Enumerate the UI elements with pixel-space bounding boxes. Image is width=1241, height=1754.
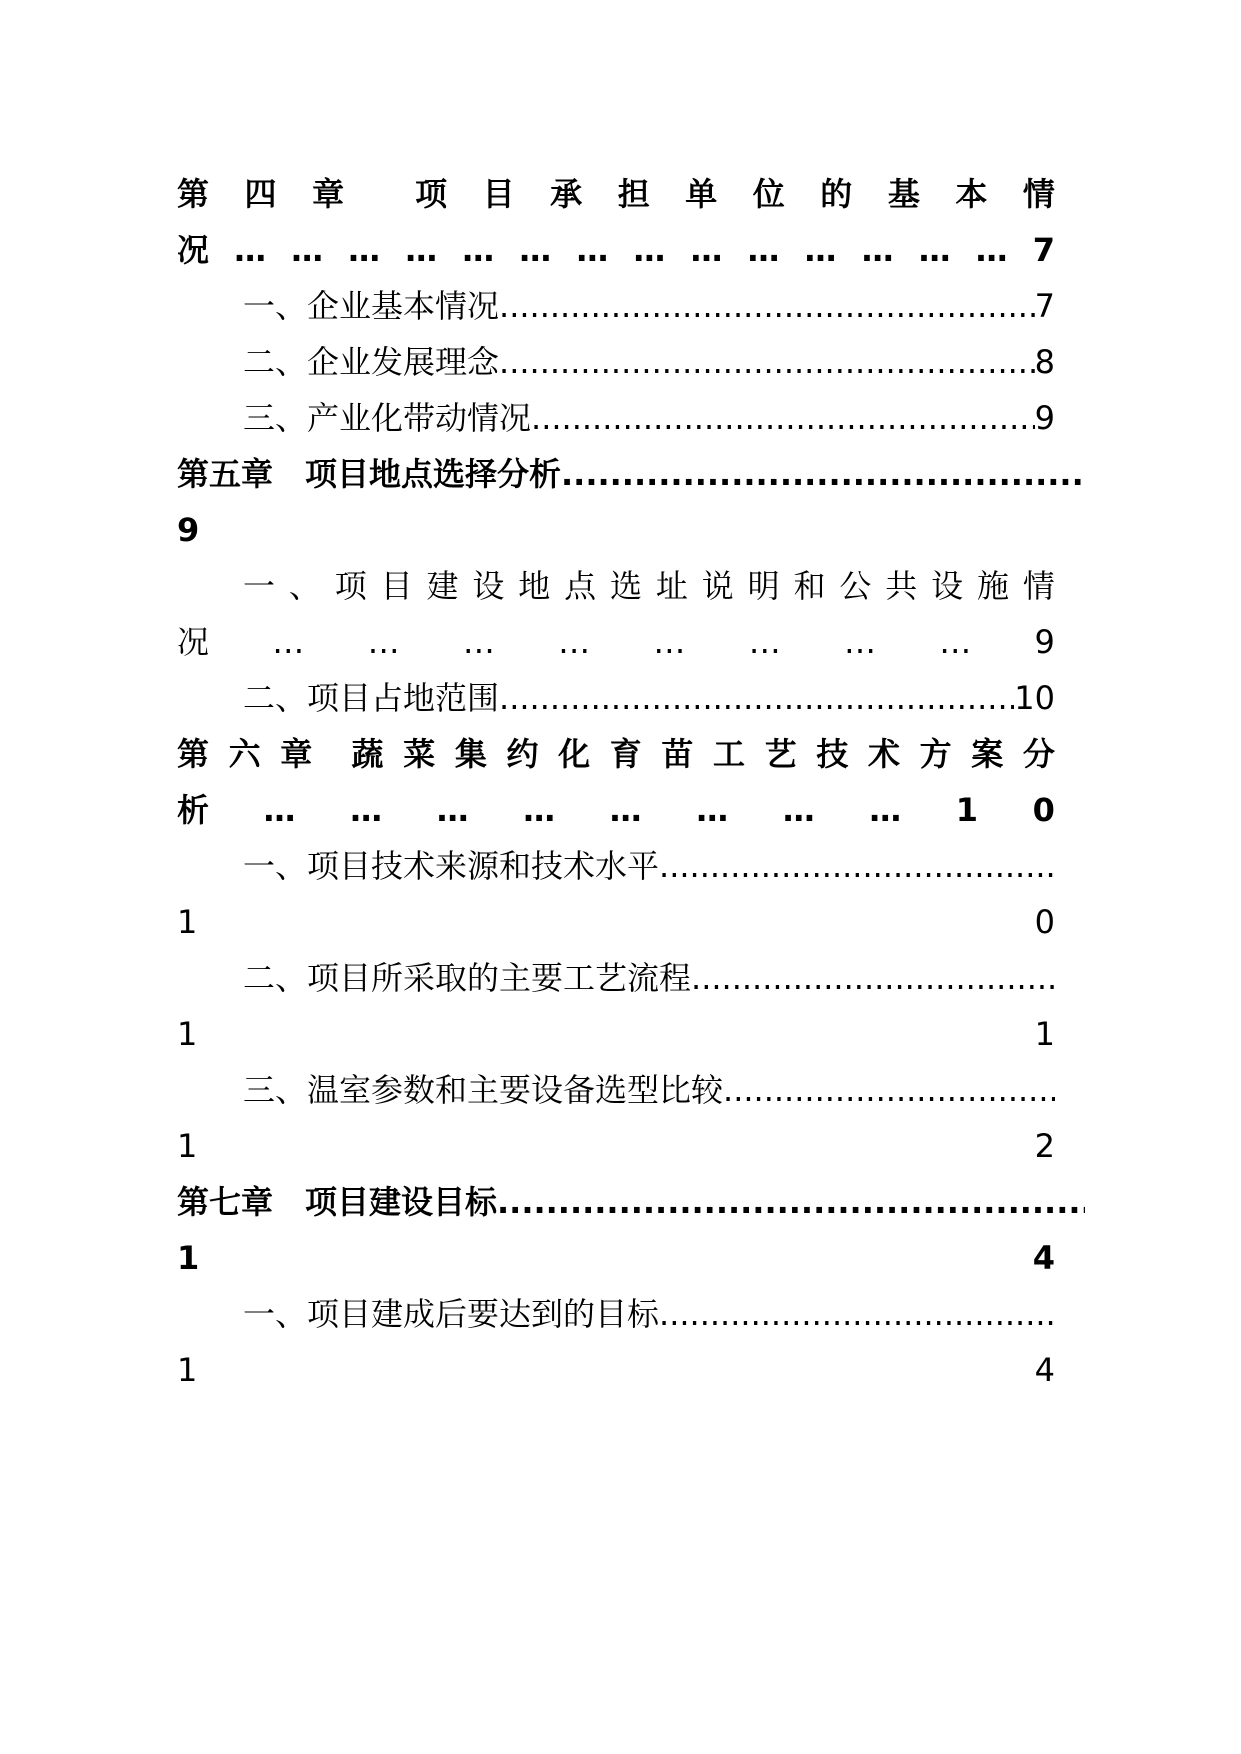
toc-item[interactable] [243, 1283, 1055, 1345]
leader-dots [561, 443, 1085, 505]
toc-heading-char: 第 [177, 175, 210, 213]
toc-chapter-6-heading[interactable] [177, 723, 1055, 785]
toc-item-page-row [177, 1339, 1055, 1401]
toc-heading-char: 本 [955, 175, 988, 213]
leader-mark: … [939, 623, 972, 661]
toc-heading-char: 工 [713, 735, 746, 773]
toc-heading-char: 况 [177, 231, 210, 269]
leader-mark: … [367, 623, 400, 661]
toc-item-page-row [177, 1003, 1055, 1065]
toc-chapter-4-heading[interactable] [177, 163, 1055, 225]
toc-heading-char: 承 [550, 175, 583, 213]
toc-item-page-digit: 1 [177, 1127, 198, 1165]
toc-item[interactable] [243, 275, 1055, 337]
toc-item-title: 一、项目建成后要达到的目标 [243, 1295, 660, 1333]
toc-heading-char: 明 [747, 567, 780, 605]
toc-heading-char: 项 [415, 175, 448, 213]
toc-item-title: 三、产业化带动情况 [243, 399, 532, 437]
leader-dots [659, 1283, 1055, 1345]
toc-page-number: 7 [1032, 231, 1055, 269]
toc-item-title: 一、企业基本情况 [243, 287, 500, 325]
toc-heading-char: 选 [610, 567, 643, 605]
toc-heading-char: 说 [701, 567, 734, 605]
toc-heading-char: 六 [228, 735, 261, 773]
leader-dots [531, 387, 1035, 449]
leader-mark: … [348, 231, 381, 269]
toc-heading-char: 苗 [661, 735, 694, 773]
toc-heading-char: 析 [177, 791, 210, 829]
toc-chapter-title: 第五章 项目地点选择分析 [177, 455, 562, 493]
leader-mark: … [350, 791, 383, 829]
toc-item-spread[interactable] [243, 555, 1055, 617]
toc-chapter-7-page-row [177, 1227, 1055, 1289]
toc-chapter-title: 第七章 项目建设目标 [177, 1183, 498, 1221]
toc-item-continuation[interactable] [177, 611, 1055, 673]
toc-item-page-digit: 1 [177, 1015, 198, 1053]
toc-heading-char: 的 [820, 175, 853, 213]
toc-heading-char: 况 [177, 623, 210, 661]
toc-heading-char: 章 [312, 175, 345, 213]
leader-mark: … [690, 231, 723, 269]
leader-mark: … [234, 231, 267, 269]
toc-heading-char: 分 [1022, 735, 1055, 773]
leader-dots [723, 1059, 1055, 1121]
toc-item[interactable] [243, 387, 1055, 449]
toc-heading-char: 情 [1022, 567, 1055, 605]
toc-heading-char: 和 [793, 567, 826, 605]
leader-mark: … [843, 623, 876, 661]
toc-heading-char: 地 [518, 567, 551, 605]
toc-heading-char: 蔬 [351, 735, 384, 773]
toc-item-page-digit: 0 [1034, 903, 1055, 941]
toc-heading-char: 艺 [764, 735, 797, 773]
toc-heading-char: 公 [839, 567, 872, 605]
leader-mark: … [804, 231, 837, 269]
toc-item[interactable] [243, 835, 1055, 897]
leader-mark: … [748, 623, 781, 661]
leader-dots [499, 331, 1035, 393]
toc-heading-char: 技 [816, 735, 849, 773]
toc-heading-char: 目 [380, 567, 413, 605]
leader-dots [499, 667, 1014, 729]
toc-heading-char: 章 [280, 735, 313, 773]
toc-heading-char: 共 [885, 567, 918, 605]
toc-page-number: 9 [1034, 623, 1055, 661]
toc-item-page: 7 [1034, 287, 1055, 325]
leader-mark: … [436, 791, 469, 829]
toc-item-title: 二、项目占地范围 [243, 679, 500, 717]
toc-item[interactable] [243, 1059, 1055, 1121]
leader-mark: … [869, 791, 902, 829]
leader-mark: … [747, 231, 780, 269]
toc-chapter-5-page: 9 [177, 511, 200, 549]
toc-heading-char: 担 [617, 175, 650, 213]
leader-mark: … [653, 623, 686, 661]
leader-mark: … [861, 231, 894, 269]
toc-item-page-digit: 4 [1034, 1351, 1055, 1389]
leader-dots [659, 835, 1055, 897]
leader-mark: … [576, 231, 609, 269]
toc-item-page: 8 [1034, 343, 1055, 381]
toc-heading-char: 一 [243, 567, 276, 605]
toc-heading-char: 方 [919, 735, 952, 773]
leader-mark: … [272, 623, 305, 661]
leader-mark: … [558, 623, 591, 661]
toc-heading-char: 项 [334, 567, 367, 605]
leader-mark: … [918, 231, 951, 269]
toc-heading-char: 集 [454, 735, 487, 773]
toc-heading-char: 设 [472, 567, 505, 605]
toc-heading-char: 位 [752, 175, 785, 213]
toc-chapter-page-digit: 4 [1032, 1239, 1055, 1277]
leader-mark: … [696, 791, 729, 829]
toc-item-page: 10 [1014, 679, 1055, 717]
leader-dots [497, 1171, 1085, 1233]
toc-heading-char: 育 [609, 735, 642, 773]
toc-item-title: 三、温室参数和主要设备选型比较 [243, 1071, 724, 1109]
toc-item[interactable] [243, 667, 1055, 729]
leader-mark: … [462, 231, 495, 269]
leader-mark: … [462, 623, 495, 661]
toc-chapter-6-continuation[interactable] [177, 779, 1055, 841]
toc-item-page-digit: 1 [177, 903, 198, 941]
leader-mark: … [782, 791, 815, 829]
leader-mark: … [975, 231, 1008, 269]
toc-heading-char: 第 [177, 735, 210, 773]
toc-heading-char: 目 [482, 175, 515, 213]
toc-item[interactable] [243, 947, 1055, 1009]
toc-chapter-7-heading[interactable] [177, 1171, 1085, 1233]
toc-heading-char: 施 [977, 567, 1010, 605]
toc-item[interactable] [243, 331, 1055, 393]
toc-heading-char: 术 [867, 735, 900, 773]
toc-item-title: 一、项目技术来源和技术水平 [243, 847, 660, 885]
toc-heading-char: 址 [655, 567, 688, 605]
toc-item-title: 二、企业发展理念 [243, 343, 500, 381]
toc-chapter-5-heading[interactable] [177, 443, 1085, 505]
leader-mark: … [405, 231, 438, 269]
toc-heading-char: 菜 [403, 735, 436, 773]
toc-item-page-digit: 2 [1034, 1127, 1055, 1165]
toc-item-title: 二、项目所采取的主要工艺流程 [243, 959, 692, 997]
leader-mark: … [519, 231, 552, 269]
leader-mark: … [263, 791, 296, 829]
toc-heading-char: 基 [887, 175, 920, 213]
toc-item-page-digit: 1 [177, 1351, 198, 1389]
toc-heading-char: 点 [564, 567, 597, 605]
leader-mark: … [291, 231, 324, 269]
toc-item-page: 9 [1034, 399, 1055, 437]
toc-chapter-4-continuation[interactable] [177, 219, 1055, 281]
leader-mark: … [609, 791, 642, 829]
toc-heading-char: 建 [426, 567, 459, 605]
toc-heading-char: 案 [971, 735, 1004, 773]
toc-heading-char: 四 [244, 175, 277, 213]
leader-mark: … [523, 791, 556, 829]
leader-dots [499, 275, 1035, 337]
toc-heading-char: 设 [931, 567, 964, 605]
toc-heading-char: 情 [1022, 175, 1055, 213]
toc-page-number: 0 [1032, 791, 1055, 829]
leader-dots [691, 947, 1055, 1009]
leader-mark: … [633, 231, 666, 269]
toc-page-number: 1 [955, 791, 979, 829]
toc-heading-char: 、 [288, 567, 321, 605]
toc-chapter-page-digit: 1 [177, 1239, 200, 1277]
toc-item-page-digit: 1 [1034, 1015, 1055, 1053]
toc-item-page-row [177, 891, 1055, 953]
toc-heading-char: 单 [685, 175, 718, 213]
toc-item-page-row [177, 1115, 1055, 1177]
toc-heading-char: 约 [506, 735, 539, 773]
toc-heading-char: 化 [558, 735, 591, 773]
